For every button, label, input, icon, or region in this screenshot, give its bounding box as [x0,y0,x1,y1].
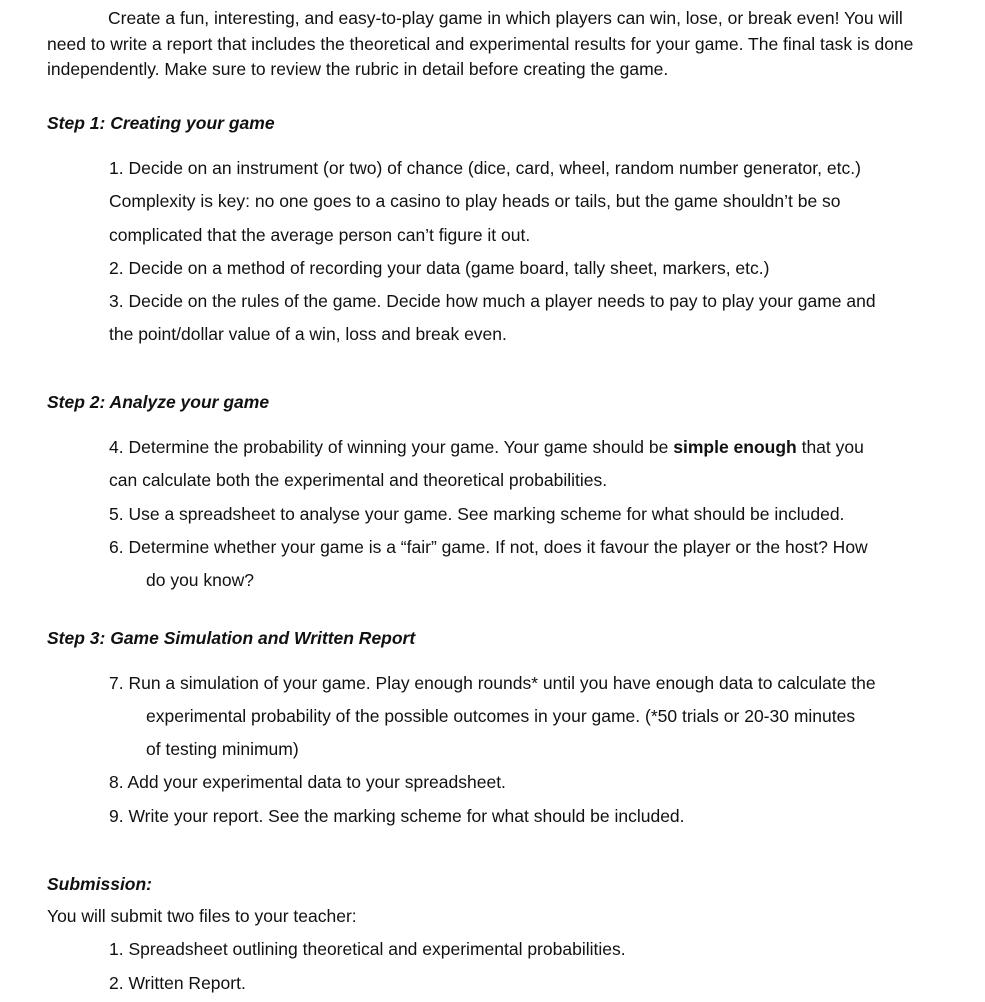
submission-item1: 1. Spreadsheet outlining theoretical and experimental probabilities. [109,939,626,959]
intro-line-3: task is done independently. Make sure to review the rubric in detail before creating the game. [47,33,914,79]
step3-item9: 9. Write your report. See the marking scheme for what should be included. [109,806,685,826]
intro-line-1: Create a fun, interesting, and easy-to-play game in which players can win, lose, or break even! You [108,8,874,28]
step2-item4-line1 [109,431,864,464]
step2-heading: Step 2: Analyze your game [47,392,270,412]
submission-heading: Submission: [47,874,153,894]
step2-item4-bold: simple enough [673,437,797,457]
submission-item2: 2. Written Report. [109,973,246,993]
step3-item7-line3: of testing minimum) [146,739,299,759]
step2-item4-pre: 4. Determine the probability of winning your game. Your game should be [109,437,674,457]
submission-intro: You will submit two files to your teacher: [47,906,357,926]
step1-heading: Step 1: Creating your game [47,113,275,133]
intro-paragraph [47,6,927,83]
step1-item1-line2: Complexity is key: no one goes to a casino to play heads or tails, but the game shouldn’t be so [109,191,841,211]
step3-heading: Step 3: Game Simulation and Written Report [47,628,416,648]
step1-item1-line3: complicated that the average person can’t figure it out. [109,225,531,245]
step3-item7-line2: experimental probability of the possible outcomes in your game. (*50 trials or 20-30 minutes [146,706,856,726]
step1-item3-line2: the point/dollar value of a win, loss and break even. [109,324,507,344]
step1-item3-line1: 3. Decide on the rules of the game. Decide how much a player needs to pay to play your game and [109,291,876,311]
intro-line-2: will need to write a report that includes the theoretical and experimental results for your game. The final [47,8,903,54]
step3-item8: 8. Add your experimental data to your spreadsheet. [109,772,506,792]
step2-item4-line2: can calculate both the experimental and theoretical probabilities. [109,470,608,490]
step3-item7-line1: 7. Run a simulation of your game. Play enough rounds* until you have enough data to calculate the [109,673,876,693]
step2-item4-post: that you [796,437,864,457]
step2-item6-line2: do you know? [146,570,254,590]
step1-item2: 2. Decide on a method of recording your data (game board, tally sheet, markers, etc.) [109,258,770,278]
step2-item5: 5. Use a spreadsheet to analyse your game. See marking scheme for what should be included. [109,504,845,524]
step2-item6-line1: 6. Determine whether your game is a “fair” game. If not, does it favour the player or the host? How [109,537,868,557]
step1-item1-line1: 1. Decide on an instrument (or two) of chance (dice, card, wheel, random number generator, etc.) [109,158,861,178]
